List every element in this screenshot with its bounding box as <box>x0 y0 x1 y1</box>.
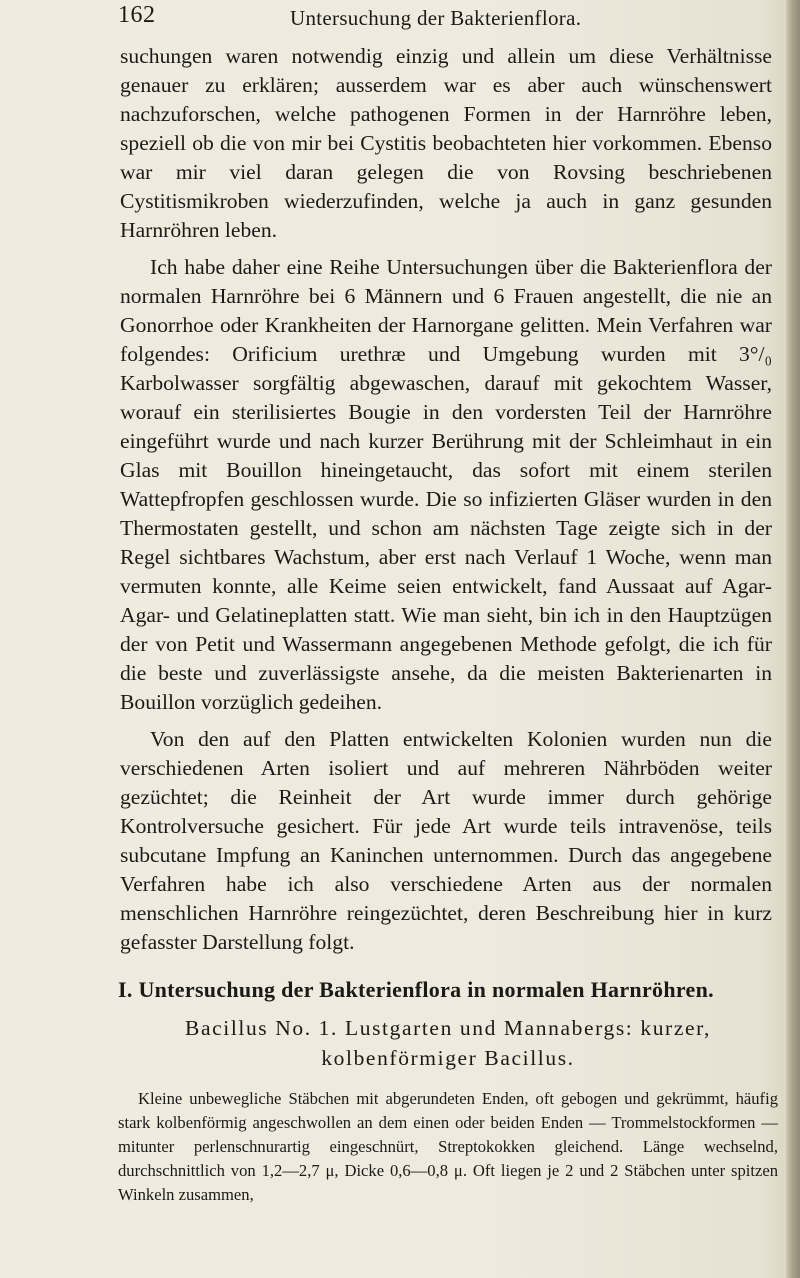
running-head: Untersuchung der Bakterienflora. <box>290 6 582 30</box>
bacillus-description: Kleine unbewegliche Stäbchen mit abgerundeten Enden, oft gebogen und gekrümmt, häufig stark kolbenförmig angeschwollen an dem einen oder beiden Enden — Trommelstockformen — mitunter perlenschnurartig eingeschnürt, Streptokokken gleichend. Länge wechselnd, durchschnittlich von 1,2—2,7 μ, Dicke 0,6—0,8 μ. Oft liegen je 2 und 2 Stäbchen unter spitzen Winkeln zusammen, <box>118 1089 778 1204</box>
section-heading: I. Untersuchung der Bakterienflora in normalen Harnröhren. <box>118 977 714 1002</box>
section-bacterial-flora <box>118 975 778 1207</box>
page-edge-shadow <box>786 0 800 1278</box>
body-text <box>120 42 772 957</box>
page-number: 162 <box>118 2 156 28</box>
bacillus-title: Bacillus No. 1. Lustgarten und Mannabergs: kurzer, kolbenförmiger Bacillus. <box>185 1016 711 1070</box>
paragraph-colonies: Von den auf den Platten entwickelten Kolonien wurden nun die verschiedenen Arten isoliert und auf mehreren Nährböden weiter gezüchtet; die Reinheit der Art wurde immer durch gehörige Kontrolversuche gesichert. Für jede Art wurde teils intravenöse, teils subcutane Impfung an Kaninchen unternommen. Durch das angegebene Verfahren habe ich also verschiedene Arten aus der normalen menschlichen Harnröhre reingezüchtet, deren Beschreibung hier in kurz gefasster Darstellung folgt. <box>120 727 772 954</box>
paragraph-method: Ich habe daher eine Reihe Untersuchungen über die Bakterienflora der normalen Harnröhre bei 6 Männern und 6 Frauen angestellt, die nie an Gonorrhoe oder Krankheiten der Harnorgane gelitten. Mein Verfahren war folgendes: Orificium urethræ und Umgebung wurden mit 3°/₀ Karbolwasser sorgfältig abgewaschen, darauf mit gekochtem Wasser, worauf ein sterilisiertes Bougie in den vordersten Teil der Harnröhre eingeführt wurde und nach kurzer Berührung mit der Schleimhaut in ein Glas mit Bouillon hineingetaucht, das sofort mit einem sterilen Wattepfropfen geschlossen wurde. Die so infizierten Gläser wurden in den Thermostaten gestellt, und schon am nächsten Tage zeigte sich in der Regel sichtbares Wachstum, aber erst nach Verlauf 1 Woche, wenn man vermuten konnte, alle Keime seien entwickelt, fand Aussaat auf Agar-Agar- und Gelatineplatten statt. Wie man sieht, bin ich in den Hauptzügen der von Petit und Wassermann angegebenen Methode gefolgt, die ich für die beste und zuverlässigste ansehe, da die meisten Bakterienarten in Bouillon vorzüglich gedeihen. <box>120 255 772 714</box>
paragraph-continuation: suchungen waren notwendig einzig und allein um diese Verhältnisse genauer zu erklären; ausserdem war es aber auch wünschenswert nachzuforschen, welche pathogenen Formen in der Harnröhre leben, speziell ob die von mir bei Cystitis beobachteten hier vorkommen. Ebenso war mir viel daran gelegen die von Rovsing beschriebenen Cystitismikroben wiederzufinden, welche ja auch in ganz gesunden Harnröhren leben. <box>120 44 772 242</box>
page-header <box>118 2 718 34</box>
